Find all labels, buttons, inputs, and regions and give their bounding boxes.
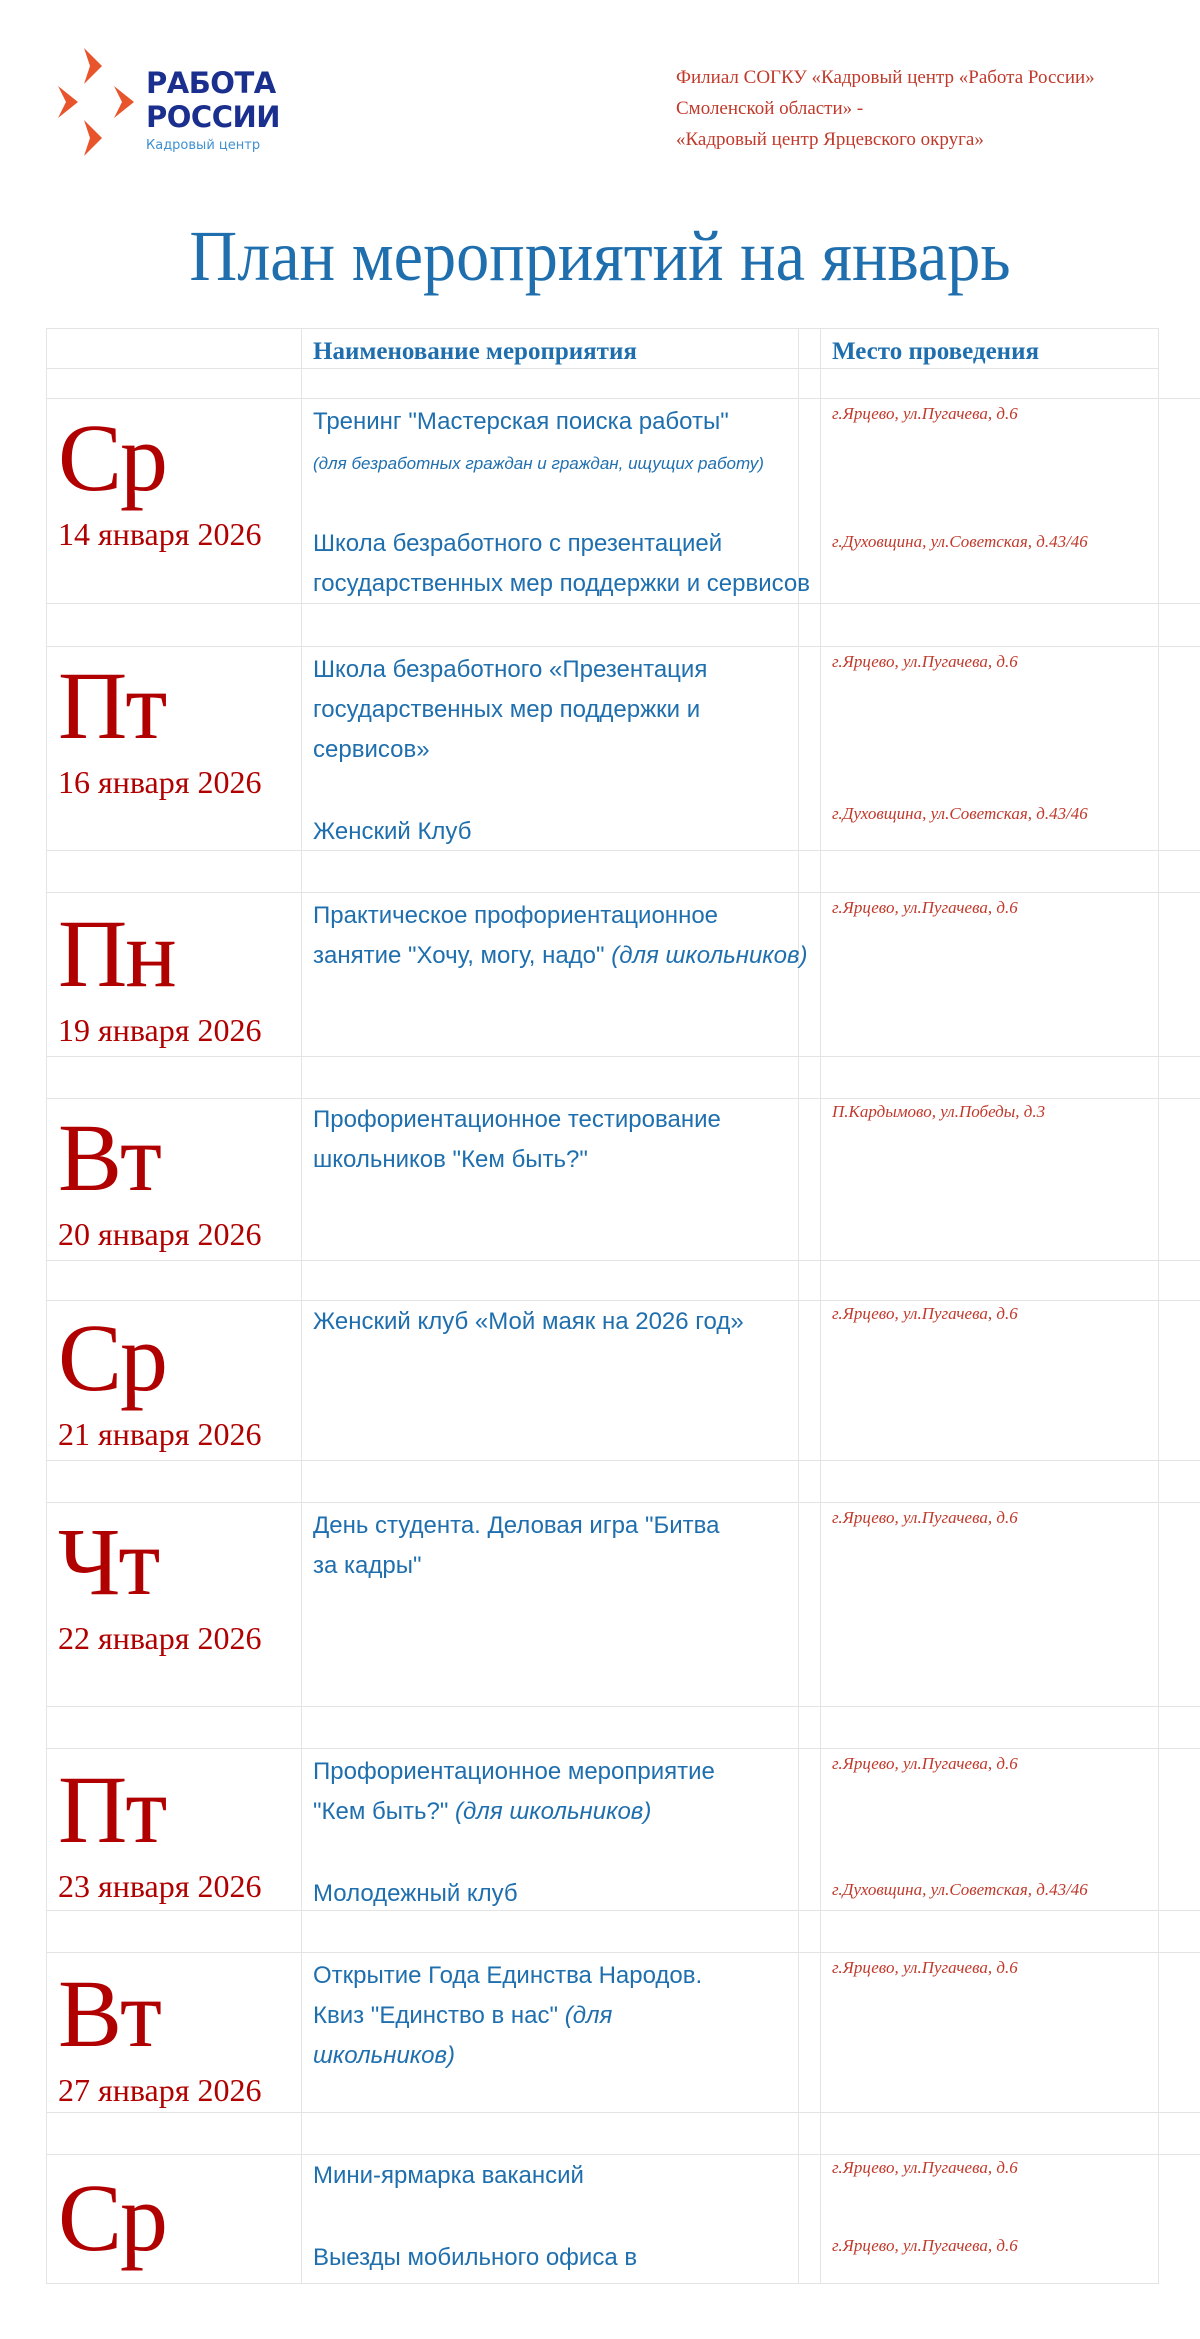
event-place: г.Ярцево, ул.Пугачева, д.6 — [832, 652, 1018, 671]
date: 19 января 2026 — [58, 1012, 262, 1048]
event-place: г.Ярцево, ул.Пугачева, д.6 — [832, 1958, 1018, 1977]
day-cell — [58, 1304, 262, 1454]
event-place: П.Кардымово, ул.Победы, д.3 — [832, 1102, 1046, 1121]
page-title: План мероприятий на январь — [189, 216, 1011, 296]
event-title: Молодежный клуб — [313, 1880, 518, 1907]
day-cell — [58, 1104, 262, 1254]
day-cell — [58, 1508, 262, 1658]
date: 23 января 2026 — [58, 1868, 262, 1904]
event-title: День студента. Деловая игра "Битва за кадры" — [313, 1512, 720, 1579]
day-cell — [58, 900, 262, 1050]
event-title: Выезды мобильного офиса в — [313, 2244, 638, 2271]
date: 20 января 2026 — [58, 1216, 262, 1252]
event-title: Мини-ярмарка вакансий — [313, 2162, 584, 2189]
weekday: Ср — [58, 404, 167, 511]
event-text: Практическое профориентационное занятие "Хочу, могу, надо" — [313, 902, 719, 969]
date: 21 января 2026 — [58, 1416, 262, 1452]
logo-line-2: РОССИИ — [146, 100, 281, 134]
event-title — [313, 896, 813, 976]
day-cell — [58, 1756, 262, 1906]
event-title: Школа безработного «Презентация государственных мер поддержки и сервисов» — [313, 656, 708, 763]
event-title — [313, 1752, 733, 1832]
event-place: г.Ярцево, ул.Пугачева, д.6 — [832, 1304, 1018, 1323]
event-text: Открытие Года Единства Народов. Квиз "Единство в нас" — [313, 1962, 703, 2029]
weekday: Пн — [58, 900, 175, 1007]
date: 22 января 2026 — [58, 1620, 262, 1656]
event-place: г.Духовщина, ул.Советская, д.43/46 — [832, 1880, 1088, 1899]
event-audience: (для школьников) — [313, 2002, 613, 2069]
date: 27 января 2026 — [58, 2072, 262, 2108]
event-title: Женский клуб «Мой маяк на 2026 год» — [313, 1308, 744, 1335]
day-cell — [58, 404, 262, 554]
event-audience: (для безработных граждан и граждан, ищущих работу) — [313, 454, 764, 473]
day-cell — [58, 1960, 262, 2110]
org-line-1: Филиал СОГКУ «Кадровый центр «Работа России» — [676, 67, 1095, 88]
column-header-event: Наименование мероприятия — [313, 338, 637, 365]
event-place: г.Ярцево, ул.Пугачева, д.6 — [832, 1754, 1018, 1773]
weekday: Ср — [58, 1304, 167, 1411]
org-line-2: Смоленской области» - — [676, 98, 864, 119]
column-header-place: Место проведения — [832, 338, 1039, 365]
day-cell — [58, 2164, 167, 2274]
event-title: Женский Клуб — [313, 818, 472, 845]
event-place: г.Ярцево, ул.Пугачева, д.6 — [832, 1508, 1018, 1527]
event-text: Профориентационное мероприятие "Кем быть?" — [313, 1758, 715, 1825]
event-title: Школа безработного с презентацией государственных мер поддержки и сервисов — [313, 530, 811, 597]
logo-line-1: РАБОТА — [146, 66, 276, 100]
event-place: г.Ярцево, ул.Пугачева, д.6 — [832, 898, 1018, 917]
event-place: г.Ярцево, ул.Пугачева, д.6 — [832, 2236, 1018, 2255]
logo-wordmark — [146, 66, 280, 153]
event-title — [313, 402, 813, 484]
weekday: Вт — [58, 1960, 160, 2067]
weekday: Пт — [58, 652, 166, 759]
event-place: г.Ярцево, ул.Пугачева, д.6 — [832, 2158, 1018, 2177]
date: 14 января 2026 — [58, 516, 262, 552]
weekday: Пт — [58, 1756, 166, 1863]
event-place: г.Духовщина, ул.Советская, д.43/46 — [832, 532, 1088, 551]
event-place: г.Духовщина, ул.Советская, д.43/46 — [832, 804, 1088, 823]
logo-subtitle: Кадровый центр — [146, 138, 261, 153]
weekday: Чт — [58, 1508, 159, 1615]
event-place: г.Ярцево, ул.Пугачева, д.6 — [832, 404, 1018, 423]
event-title — [313, 1956, 753, 2076]
date: 16 января 2026 — [58, 764, 262, 800]
weekday: Вт — [58, 1104, 160, 1211]
event-audience: (для школьников) — [455, 1798, 652, 1825]
event-title: Профориентационное тестирование школьников "Кем быть?" — [313, 1106, 721, 1173]
day-cell — [58, 652, 262, 802]
org-line-3: «Кадровый центр Ярцевского округа» — [676, 129, 984, 150]
weekday: Ср — [58, 2164, 167, 2271]
organization-name — [676, 62, 1095, 155]
event-audience: (для школьников) — [611, 942, 808, 969]
event-text: Тренинг "Мастерская поиска работы" — [313, 408, 729, 435]
